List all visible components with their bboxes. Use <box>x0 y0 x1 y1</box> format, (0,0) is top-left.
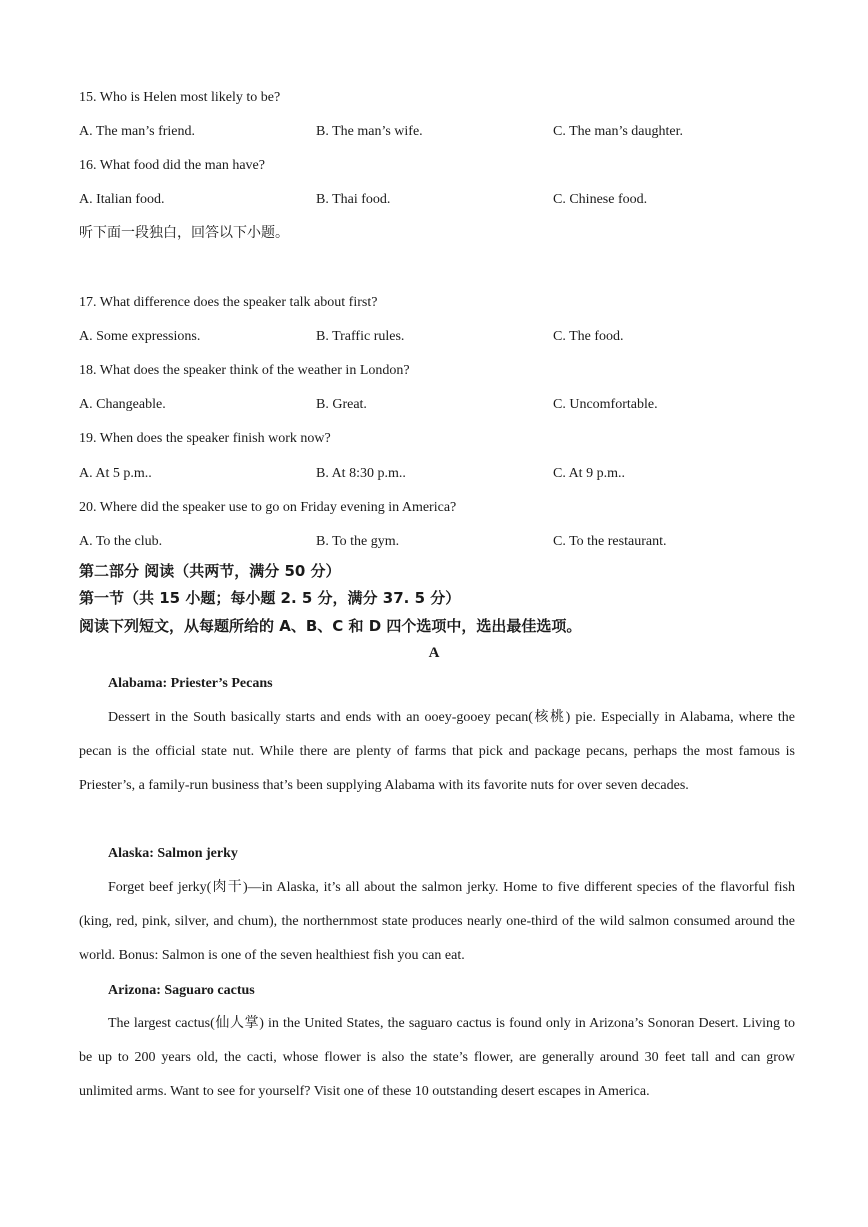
listening-instruction: 听下面一段独白，回答以下小题。 <box>79 226 289 241</box>
q17-option-a: A. Some expressions. <box>79 329 201 344</box>
q20-option-b: B. To the gym. <box>316 534 400 549</box>
q20-option-a: A. To the club. <box>79 534 163 549</box>
question-17: 17. What difference does the speaker talk about first? <box>79 295 378 310</box>
q17-option-b: B. Traffic rules. <box>316 329 405 344</box>
question-19: 19. When does the speaker finish work now? <box>79 431 331 446</box>
section-heading: 第一节（共 15 小题；每小题 2. 5 分，满分 37. 5 分） <box>79 589 461 607</box>
q20-option-c: C. To the restaurant. <box>553 534 667 549</box>
q15-option-b: B. The man’s wife. <box>316 124 423 139</box>
q15-option-c: C. The man’s daughter. <box>553 124 683 139</box>
item-title-alaska: Alaska: Salmon jerky <box>108 846 238 861</box>
item-text-arizona: The largest cactus(仙人掌) in the United States, the saguaro cactus is found only in Arizona’s Sonoran Desert. Living to be up to 200 years old, the cacti, whose flower is also the state’s flower, are generally around 30 feet tall and can grow unlimited arms. Want to see for yourself? Visit one of these 10 outstanding desert escapes in America. <box>79 1016 795 1099</box>
q19-option-c: C. At 9 p.m.. <box>553 466 625 481</box>
question-20: 20. Where did the speaker use to go on Friday evening in America? <box>79 500 457 515</box>
q19-option-a: A. At 5 p.m.. <box>79 466 152 481</box>
q19-option-b: B. At 8:30 p.m.. <box>316 466 406 481</box>
q18-option-b: B. Great. <box>316 397 367 412</box>
passage-label: A <box>428 645 440 661</box>
item-text-alaska: Forget beef jerky(肉干)—in Alaska, it’s all about the salmon jerky. Home to five different species of the flavorful fish (king, red, pink, silver, and chum), the northernmost state produces nearly one-third of the wild salmon consumed around the world. Bonus: Salmon is one of the seven healthiest fish you can eat. <box>79 880 795 963</box>
q18-option-a: A. Changeable. <box>79 397 166 412</box>
q18-option-c: C. Uncomfortable. <box>553 397 658 412</box>
item-text-alabama: Dessert in the South basically starts and ends with an ooey-gooey pecan(核桃) pie. Especially in Alabama, where the pecan is the official state nut. While there are plenty of farms that pick and package pecans, perhaps the most famous is Priester’s, a family-run business that’s been supplying Alabama with its favorite nuts for over seven decades. <box>79 710 795 793</box>
q16-option-a: A. Italian food. <box>79 192 165 207</box>
q17-option-c: C. The food. <box>553 329 624 344</box>
reading-instruction: 阅读下列短文，从每题所给的 A、B、C 和 D 四个选项中，选出最佳选项。 <box>79 617 582 635</box>
question-16: 16. What food did the man have? <box>79 158 265 173</box>
q16-option-c: C. Chinese food. <box>553 192 648 207</box>
item-title-alabama: Alabama: Priester’s Pecans <box>108 676 273 691</box>
question-18: 18. What does the speaker think of the weather in London? <box>79 363 410 378</box>
q15-option-a: A. The man’s friend. <box>79 124 195 139</box>
part-heading: 第二部分 阅读（共两节，满分 50 分） <box>79 562 341 580</box>
item-title-arizona: Arizona: Saguaro cactus <box>108 983 255 998</box>
question-15: 15. Who is Helen most likely to be? <box>79 90 281 105</box>
q16-option-b: B. Thai food. <box>316 192 391 207</box>
